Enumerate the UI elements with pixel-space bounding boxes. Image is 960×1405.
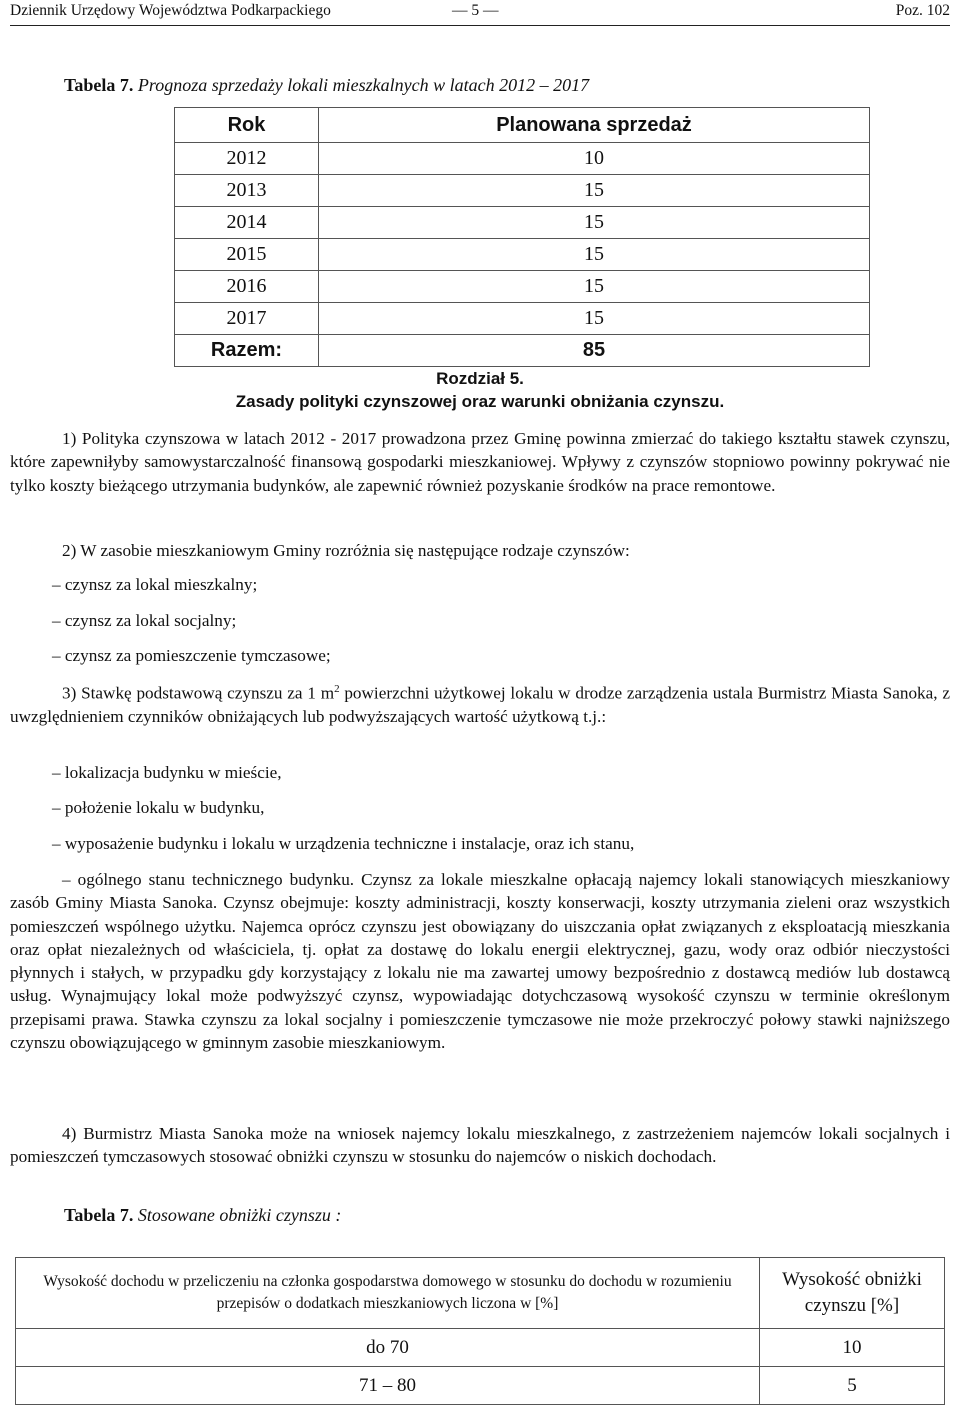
paragraph-4-text: 4) Burmistrz Miasta Sanoka może na wniosek najemcy lokalu mieszkalnego, z zastrzeżeniem najemców lokali socjalnych i pomieszczeń tymczasowych stosować obniżki czynszu w stosunku do najemców o niskich dochodach. bbox=[10, 1124, 950, 1167]
table-header-row bbox=[175, 108, 870, 143]
value-cell: 15 bbox=[319, 239, 870, 271]
sales-forecast-table bbox=[174, 107, 870, 367]
value-cell: 15 bbox=[319, 271, 870, 303]
col-header-planned-sales: Planowana sprzedaż bbox=[319, 108, 870, 143]
discount-cell: 10 bbox=[760, 1329, 945, 1367]
list-item: – czynsz za pomieszczenie tymczasowe; bbox=[52, 646, 331, 665]
table-row bbox=[16, 1329, 945, 1367]
year-cell: 2014 bbox=[175, 207, 319, 239]
value-cell: 15 bbox=[319, 303, 870, 335]
table-row bbox=[175, 143, 870, 175]
table-header-row bbox=[16, 1258, 945, 1329]
list-item: – wyposażenie budynku i lokalu w urządzenia techniczne i instalacje, oraz ich stanu, bbox=[52, 834, 635, 853]
table-row bbox=[175, 239, 870, 271]
year-cell: 2012 bbox=[175, 143, 319, 175]
paragraph-2-text: 2) W zasobie mieszkaniowym Gminy rozróżnia się następujące rodzaje czynszów: bbox=[62, 541, 630, 560]
discount-cell: 5 bbox=[760, 1367, 945, 1405]
total-row bbox=[175, 335, 870, 367]
year-cell: 2013 bbox=[175, 175, 319, 207]
table1-title: Prognoza sprzedaży lokali mieszkalnych w latach 2012 – 2017 bbox=[137, 75, 590, 95]
table-row bbox=[16, 1367, 945, 1405]
table2-title: Stosowane obniżki czynszu : bbox=[137, 1205, 342, 1225]
paragraph-2 bbox=[10, 539, 950, 562]
paragraph-4 bbox=[10, 1122, 950, 1169]
col-header-income: Wysokość dochodu w przeliczeniu na członka gospodarstwa domowego w stosunku do dochodu w rozumieniu przepisów o dodatkach mieszkaniowych liczona w [%] bbox=[16, 1258, 760, 1329]
list-item: – czynsz za lokal socjalny; bbox=[52, 611, 237, 630]
journal-name: Dziennik Urzędowy Województwa Podkarpackiego bbox=[10, 2, 331, 19]
value-cell: 15 bbox=[319, 207, 870, 239]
superscript-2: 2 bbox=[334, 683, 340, 695]
list-item: – czynsz za lokal mieszkalny; bbox=[52, 575, 258, 594]
income-range-cell: 71 – 80 bbox=[16, 1367, 760, 1405]
table-row bbox=[175, 207, 870, 239]
position-number: Poz. 102 bbox=[895, 2, 950, 19]
year-cell: 2016 bbox=[175, 271, 319, 303]
paragraph-3 bbox=[10, 678, 950, 728]
total-value: 85 bbox=[319, 335, 870, 367]
value-cell: 15 bbox=[319, 175, 870, 207]
col-header-discount: Wysokość obniżki czynszu [%] bbox=[760, 1258, 945, 1329]
list-item: – lokalizacja budynku w mieście, bbox=[52, 763, 282, 782]
paragraph-3-last-text: – ogólnego stanu technicznego budynku. Czynsz za lokale mieszkalne opłacają najemcy lokali stanowiących mieszkaniowy zasób Gminy Miasta Sanoka. Czynsz obejmuje: koszty administracji, koszty konserwacji, koszty utrzymania zieleni oraz wszystkich pomieszczeń wspólnego użytku. Najemca oprócz czynszu jest obowiązany do uiszczania opłat związanych z eksploatacją mieszkania oraz opłat niezależnych od właściciela, tj. opłat za dostawę do lokalu energii elektrycznej, gazu, wody oraz odbiór nieczystości płynnych i stałych, w przypadku gdy korzystający z lokalu nie ma zawartej umowy bezpośrednio z dostawcą mediów lub dostawcą usług. Wynajmujący lokal może podwyższyć czynsz, wypowiadając dotychczasową wysokość czynszu w terminie określonym przepisami prawa. Stawka czynszu za lokal socjalny i pomieszczenie tymczasowe nie może przekroczyć połowy stawki najniższego czynszu obowiązującego w gminnym zasobie mieszkaniowym. bbox=[10, 870, 950, 1053]
year-cell: 2017 bbox=[175, 303, 319, 335]
paragraph-3-text-a: 3) Stawkę podstawową czynszu za 1 m bbox=[62, 683, 335, 703]
table-row bbox=[175, 271, 870, 303]
total-label: Razem: bbox=[175, 335, 319, 367]
paragraph-1 bbox=[10, 427, 950, 497]
paragraph-1-text: 1) Polityka czynszowa w latach 2012 - 2017 prowadzona przez Gminę powinna zmierzać do takiego kształtu stawek czynszu, które zapewniłyby samowystarczalność finansową gospodarki mieszkaniowej. Wpływy z czynszów stopniowo powinny pokrywać nie tylko koszty bieżącego utrzymania budynków, ale zapewnić również pozyskanie środków na prace remontowe. bbox=[10, 429, 950, 495]
chapter-heading: Rozdział 5. bbox=[436, 369, 524, 388]
value-cell: 10 bbox=[319, 143, 870, 175]
col-header-year: Rok bbox=[175, 108, 319, 143]
table1-label: Tabela 7. bbox=[64, 75, 134, 95]
paragraph-3-text-b: powierzchni użytkowej lokalu w drodze zarządzenia ustala Burmistrz Miasta Sanoka, z uwzględnieniem czynników obniżających lub podwyższających wartość użytkową t.j.: bbox=[10, 683, 950, 727]
rent-discount-table bbox=[15, 1257, 945, 1405]
paragraph-3-continued bbox=[10, 868, 950, 1054]
section-title: Zasady polityki czynszowej oraz warunki obniżania czynszu. bbox=[235, 392, 725, 411]
year-cell: 2015 bbox=[175, 239, 319, 271]
table-row bbox=[175, 175, 870, 207]
page-number: — 5 — bbox=[452, 2, 499, 19]
page-header bbox=[10, 0, 950, 24]
income-range-cell: do 70 bbox=[16, 1329, 760, 1367]
table2-caption bbox=[64, 1204, 341, 1226]
table1-caption bbox=[64, 74, 589, 96]
list-item: – położenie lokalu w budynku, bbox=[52, 798, 265, 817]
header-divider bbox=[10, 25, 950, 26]
table-row bbox=[175, 303, 870, 335]
table2-label: Tabela 7. bbox=[64, 1205, 134, 1225]
